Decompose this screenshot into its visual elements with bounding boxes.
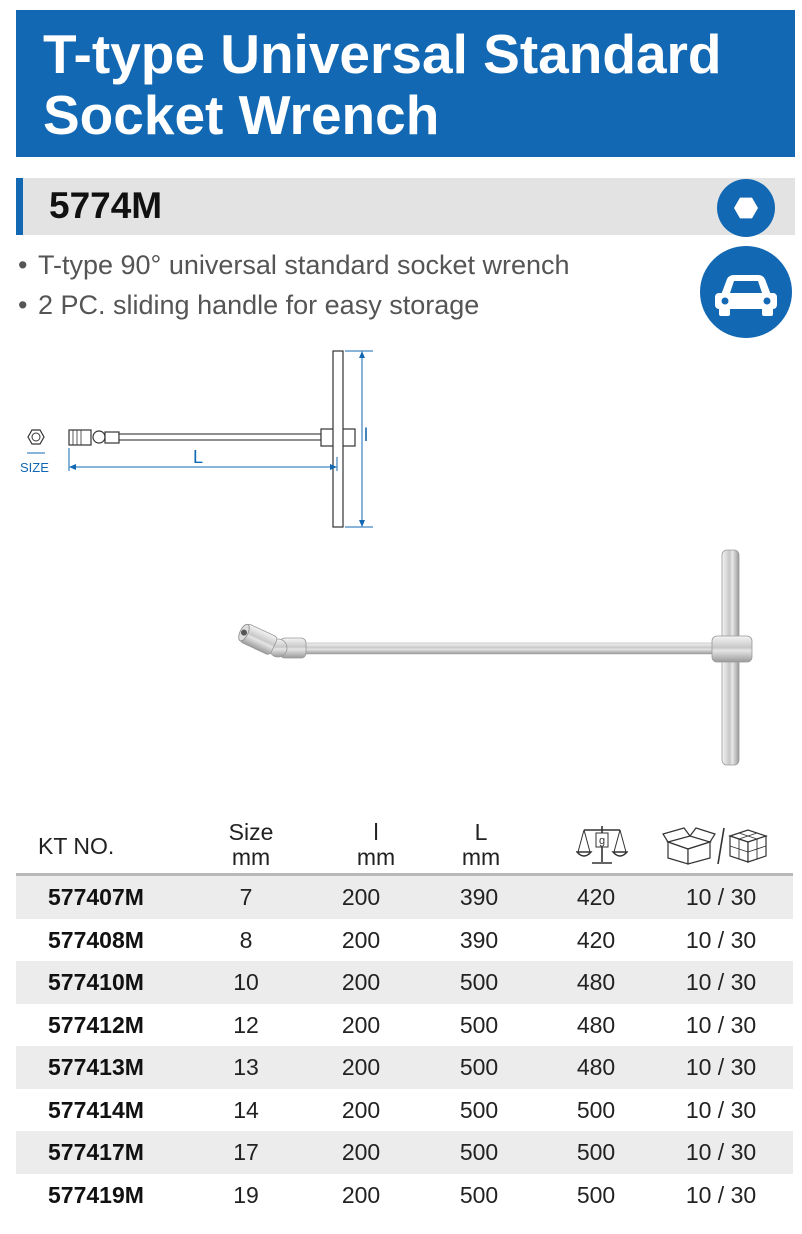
feature-list — [18, 245, 570, 325]
table-row: 577408M 8 200 390 420 10 / 30 — [48, 926, 757, 953]
feature-item: • T-type 90° universal standard socket wrench — [18, 250, 570, 280]
weight-scale-icon — [576, 822, 628, 866]
car-icon — [699, 245, 793, 339]
technical-diagram — [15, 345, 395, 535]
header-kt-no: KT NO. — [38, 833, 115, 859]
wrench-outline-drawing — [15, 345, 395, 535]
weight-unit: g — [598, 835, 606, 847]
product-code: 5774M — [49, 185, 163, 226]
header-L: L mm — [461, 819, 501, 870]
title-line-2: Socket Wrench — [43, 84, 440, 146]
size-label: SIZE — [20, 460, 49, 475]
feature-item: • 2 PC. sliding handle for easy storage — [18, 290, 480, 320]
product-photo — [230, 540, 790, 780]
table-row: 577410M 10 200 500 480 10 / 30 — [16, 961, 793, 1004]
product-code-bar — [16, 178, 795, 235]
box-packing-icon — [662, 822, 772, 866]
table-header — [16, 812, 793, 876]
header-size: Size mm — [228, 819, 274, 870]
header-l: l mm — [356, 819, 396, 870]
spec-table — [16, 812, 793, 1216]
table-row: 577407M 7 200 390 420 10 / 30 — [16, 876, 793, 919]
title-banner — [16, 10, 795, 157]
table-row: 577417M 17 200 500 500 10 / 30 — [16, 1131, 793, 1174]
table-row: 577413M 13 200 500 480 10 / 30 — [16, 1046, 793, 1089]
table-row: 577419M 19 200 500 500 10 / 30 — [48, 1181, 757, 1208]
length-L-label: L — [193, 447, 204, 467]
length-l-label: l — [364, 425, 368, 445]
table-row: 577414M 14 200 500 500 10 / 30 — [48, 1096, 757, 1123]
title-line-1: T-type Universal Standard — [43, 23, 722, 85]
hex-nut-icon — [716, 178, 776, 238]
table-row: 577412M 12 200 500 480 10 / 30 — [48, 1011, 757, 1038]
